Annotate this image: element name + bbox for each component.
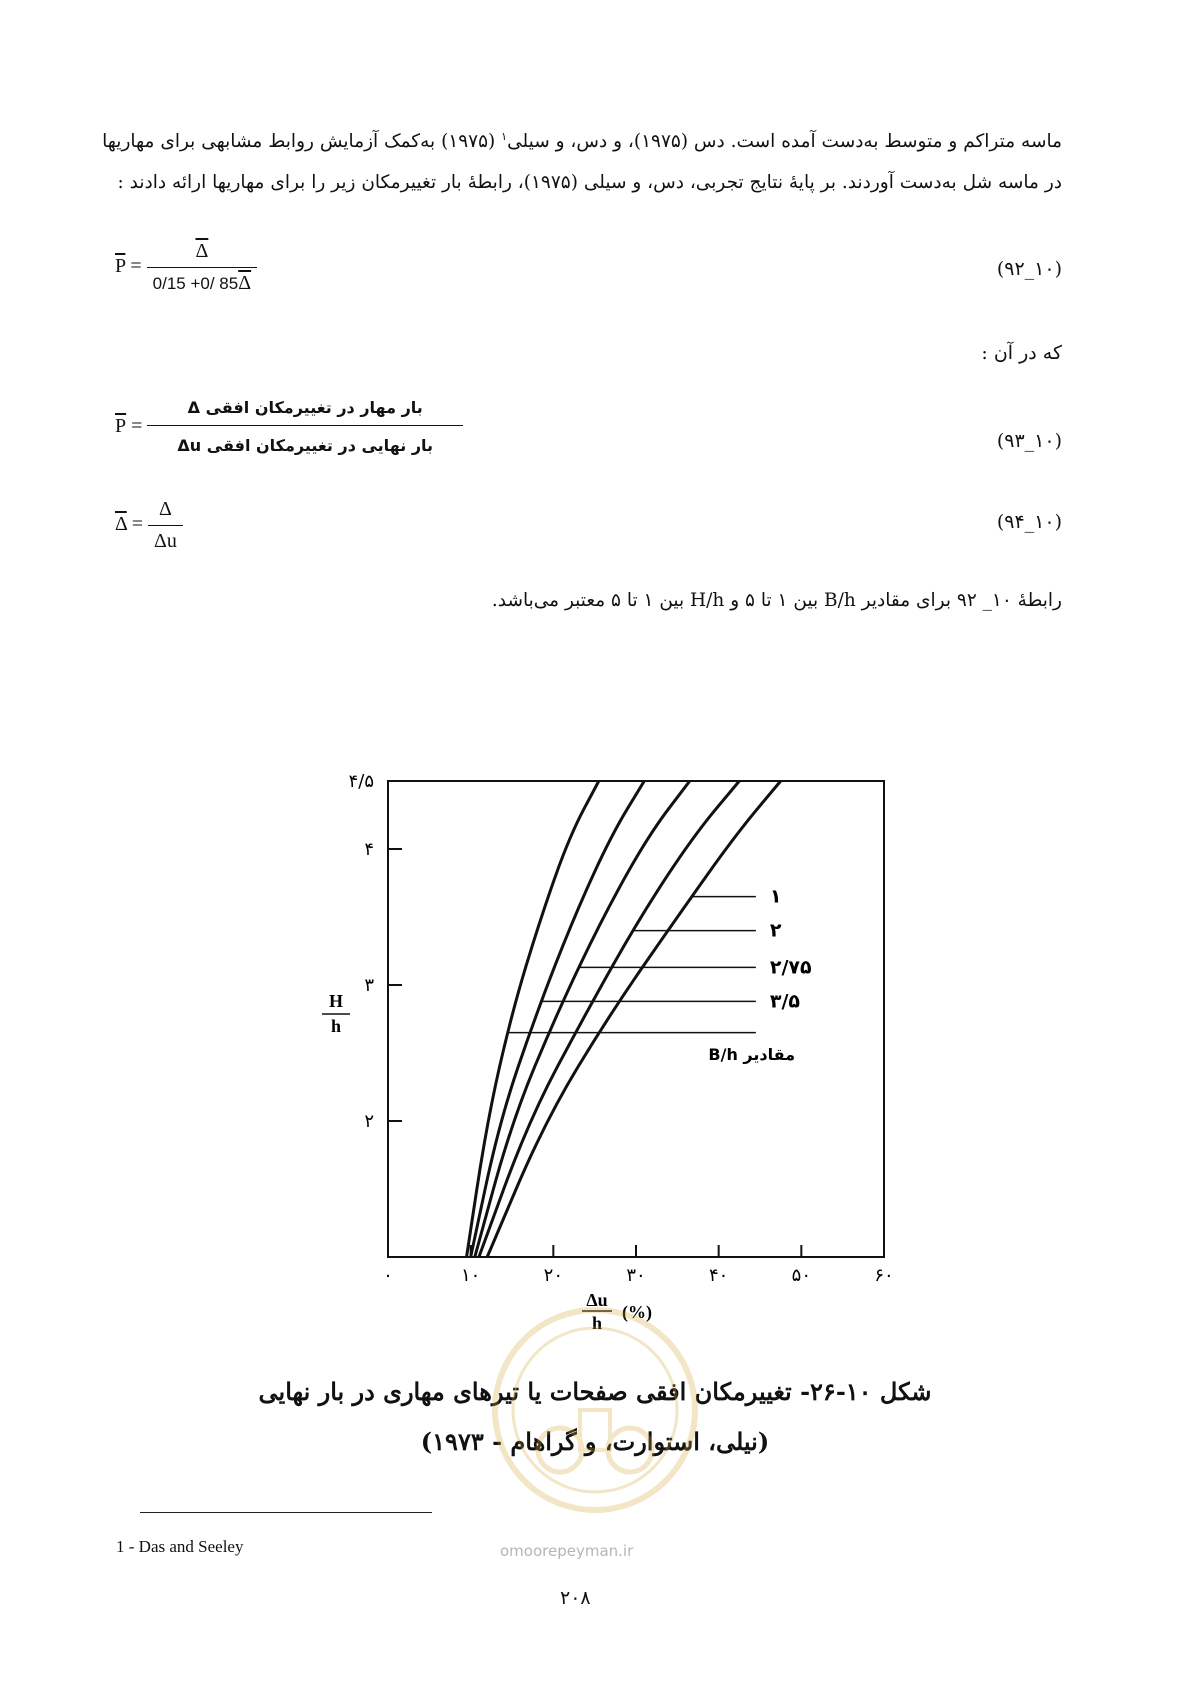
x-tick-label: ۶۰ [874,1265,894,1286]
figure-caption-line-2: (نیلی، استوارت، و گراهام - ۱۹۷۳) [420,1427,770,1456]
validity-text: رابطهٔ ۱۰_ ۹۲ برای مقادیر B/h بین ۱ تا ۵ و H/h بین ۱ تا ۵ معتبر می‌باشد. [491,590,1062,611]
series-label: ۱ [769,885,782,908]
equation-94: $\overline{\Delta}$ = $\frac{\Delta}{\Delta u}$ [115,498,183,553]
x-axis-label-unit: (%) [622,1302,652,1322]
x-axis-label-den: h [591,1313,603,1333]
equation-93: $\overline{P}$ = $\frac{\text{بار مهار در تغییرمکان افقی Δ}}{\text{بار نهایی در تغییرمکان افقی Δu}}$ [115,398,463,455]
legend-title: مقادیر B/h [708,1044,796,1064]
eq94-denominator: Δu [148,525,183,553]
series-label: ۲ [769,919,782,942]
chart-frame [388,781,884,1257]
eq93-numerator: بار مهار در تغییرمکان افقی Δ [187,398,423,417]
footnote-divider [140,1512,432,1513]
eq94-number: (۹۴_۱۰) [996,511,1062,533]
series-curve [471,781,645,1257]
x-tick-label: ۴۰ [708,1265,729,1286]
series-curve [487,781,780,1257]
series-label: ۳/۵ [769,990,801,1013]
y-tick-label: ۲ [364,1111,374,1132]
series-label: ۲/۷۵ [769,956,812,979]
eq93-number: (۹۳_۱۰) [996,430,1062,452]
y-axis-label-num: H [328,991,344,1011]
watermark-url: omoorepeyman.ir [500,1542,634,1560]
x-tick-label: ۵۰ [791,1265,812,1286]
equation-92: $\overline{P}$ = $\frac{\overline{\Delta}}{0/15 +0/ 85\overline{\Delta}}$ [115,240,257,295]
eq93-denominator: بار نهایی در تغییرمکان افقی Δu [147,425,463,455]
x-tick-label: ۰ [383,1265,393,1286]
eq94-lhs: $\overline{\Delta}$ [115,513,127,536]
eq92-numerator: $\overline{\Delta}$ [195,240,209,262]
eq93-lhs: $\overline{P}$ [115,415,127,437]
y-axis-label-den: h [330,1016,342,1036]
where-text: که در آن : [981,342,1062,364]
x-tick-label: ۳۰ [626,1265,646,1286]
footnote-mark: ۱ [501,130,508,143]
paragraph-line-1-text: ماسه متراکم و متوسط به‌دست آمده است. دس (۱۹۷۵)، و دس، و سیلی [507,131,1062,153]
footnote-text: 1 - Das and Seeley [116,1537,244,1556]
watermark-logo-icon [485,1300,705,1520]
eq92-den-constant: 0/15 +0/ 85 [152,274,239,293]
figure-caption-line-1: شکل ۱۰-۲۶- تغییرمکان افقی صفحات یا تیرهای مهاری در بار نهایی [258,1377,932,1406]
x-axis-label-num: Δu [586,1290,608,1310]
x-tick-label: ۱۰ [460,1265,481,1286]
eq92-number: (۹۲_۱۰) [996,258,1062,280]
y-tick-label: ۴ [364,839,374,860]
eq92-lhs: $\overline{P}$ [115,255,126,278]
x-tick-label: ۲۰ [543,1265,564,1286]
paragraph-line-2: در ماسه شل به‌دست آوردند. بر پایهٔ نتایج تجربی، دس، و سیلی (۱۹۷۵)، رابطهٔ بار تغییرمکان زیر را برای مهاریها ارائه دادند : [117,172,1062,193]
eq94-numerator: Δ [159,498,172,520]
page-number: ۲۰۸ [560,1587,591,1609]
paragraph-line-1-rest: (۱۹۷۵) به‌کمک آزمایش روابط مشابهی برای مهاریها [102,131,496,153]
y-tick-label: ۳ [364,975,374,996]
eq92-den-delta: $\overline{\Delta}$ [238,272,252,294]
y-tick-label: ۴/۵ [348,771,374,792]
